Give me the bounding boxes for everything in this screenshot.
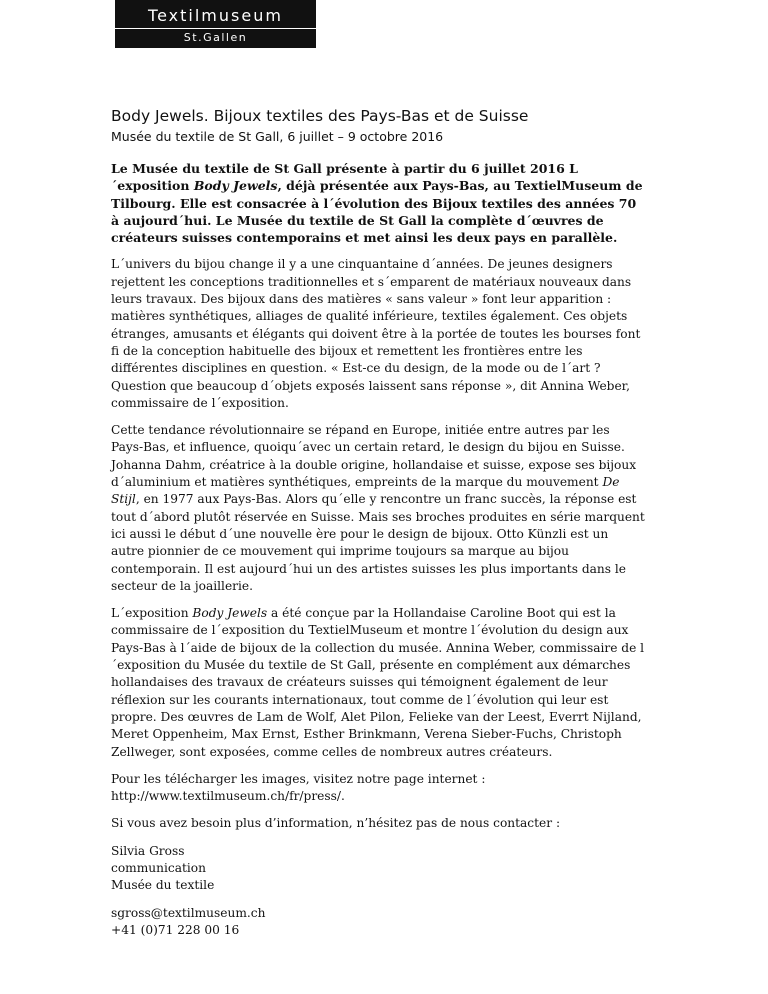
document-title: Body Jewels. Bijoux textiles des Pays-Bas et de Suisse [111, 107, 529, 125]
paragraph-2 [111, 422, 645, 595]
contact-role: communication [111, 860, 206, 875]
contact-person [111, 843, 645, 895]
paragraph-3-text-2: a été conçue par la Hollandaise Caroline Boot qui est la commissaire de l´exposition du TextielMuseum et montre l´évolution du design aux Pays-Bas à l´aide de bijoux de la collection du musée. Annina Weber, commissaire de l´exposition du Musée du textile de St Gall, présente en complément aux démarches hollandaises des travaux de créateurs suisses qui témoignent également de leur réflexion sur les courants internationaux, tout comme de l´évolution qui leur est propre. Des œuvres de Lam de Wolf, Alet Pilon, Felieke van der Leest, Everrt Nijland, Meret Oppenheim, Max Ernst, Esther Brinkmann, Verena Sieber-Fuchs, Christoph Zellweger, sont exposées, comme celles de nombreux autres créateurs. [111, 606, 645, 759]
paragraph-2-text-1: Cette tendance révolutionnaire se répand en Europe, initiée entre autres par les Pays-Bas, et influence, quoiqu´avec un certain retard, le design du bijou en Suisse. Johanna Dahm, créatrice à la double origine, hollandaise et suisse, expose ses bijoux d´aluminium et matières synthétiques, empreints de la marque du mouvement [111, 423, 637, 490]
contact-phone[interactable]: +41 (0)71 228 00 16 [111, 922, 240, 937]
contact-details [111, 905, 645, 940]
lead-paragraph [111, 160, 645, 246]
lead-text-1: Le Musée du textile de St Gall présente à partir du 6 juillet 2016 L´exposition [111, 161, 578, 194]
contact-intro: Si vous avez besoin plus d’information, n’hésitez pas de nous contacter : [111, 816, 561, 831]
lead-text-2: , déjà présentée aux Pays-Bas, au TextielMuseum de Tilbourg. Elle est consacrée à l´évolution des Bijoux textiles des années 70 à aujourd´hui. Le Musée du textile de St Gall la complète d´œuvres de créateurs suisses contemporains et met ainsi les deux pays en parallèle. [111, 178, 643, 246]
contact-name: Silvia Gross [111, 843, 185, 858]
contact-email[interactable]: sgross@textilmuseum.ch [111, 905, 266, 920]
paragraph-3-text-1: L´exposition [111, 606, 193, 621]
download-text: Pour les télécharger les images, visitez notre page internet : [111, 771, 486, 786]
lead-exhibition-name: Body Jewels [193, 178, 278, 194]
movement-name: De Stijl [111, 475, 620, 507]
contact-organization: Musée du textile [111, 878, 215, 893]
exhibition-name: Body Jewels [192, 606, 268, 621]
paragraph-2-text-2: , en 1977 aux Pays-Bas. Alors qu´elle y rencontre un franc succès, la réponse est tout d´abord plutôt réservée en Suisse. Mais ses broches produites en série marquent ici aussi le début d´une nouvelle ère pour le design de bijoux. Otto Künzli est un autre pionnier de ce mouvement qui imprime toujours sa marque au bijou contemporain. Il est aujourd´hui un des artistes suisses les plus importants dans le secteur de la joaillerie. [111, 492, 645, 593]
contact-intro-block [111, 815, 645, 832]
logo-city: St.Gallen [183, 31, 248, 44]
download-info [111, 771, 645, 806]
press-link[interactable]: http://www.textilmuseum.ch/fr/press/. [111, 789, 345, 804]
paragraph-3 [111, 605, 645, 761]
textilmuseum-logo [115, 0, 316, 48]
document-subtitle: Musée du textile de St Gall, 6 juillet – 9 octobre 2016 [111, 129, 444, 144]
logo-wordmark: Textilmuseum [148, 6, 283, 25]
press-release [111, 106, 645, 949]
paragraph-1: L´univers du bijou change il y a une cinquantaine d´années. De jeunes designers rejettent les conceptions traditionnelles et s´emparent de matériaux nouveaux dans leurs travaux. Des bijoux dans des matières « sans valeur » font leur apparition : matières synthétiques, alliages de qualité inférieure, textiles également. Ces objets étranges, amusants et élégants qui doivent être à la portée de toutes les bourses font fi de la conception habituelle des bijoux et remettent les frontières entre les différentes disciplines en question. « Est-ce du design, de la mode ou de l´art ? Question que beaucoup d´objets exposés laissent sans réponse », dit Annina Weber, commissaire de l´exposition. [111, 257, 641, 410]
